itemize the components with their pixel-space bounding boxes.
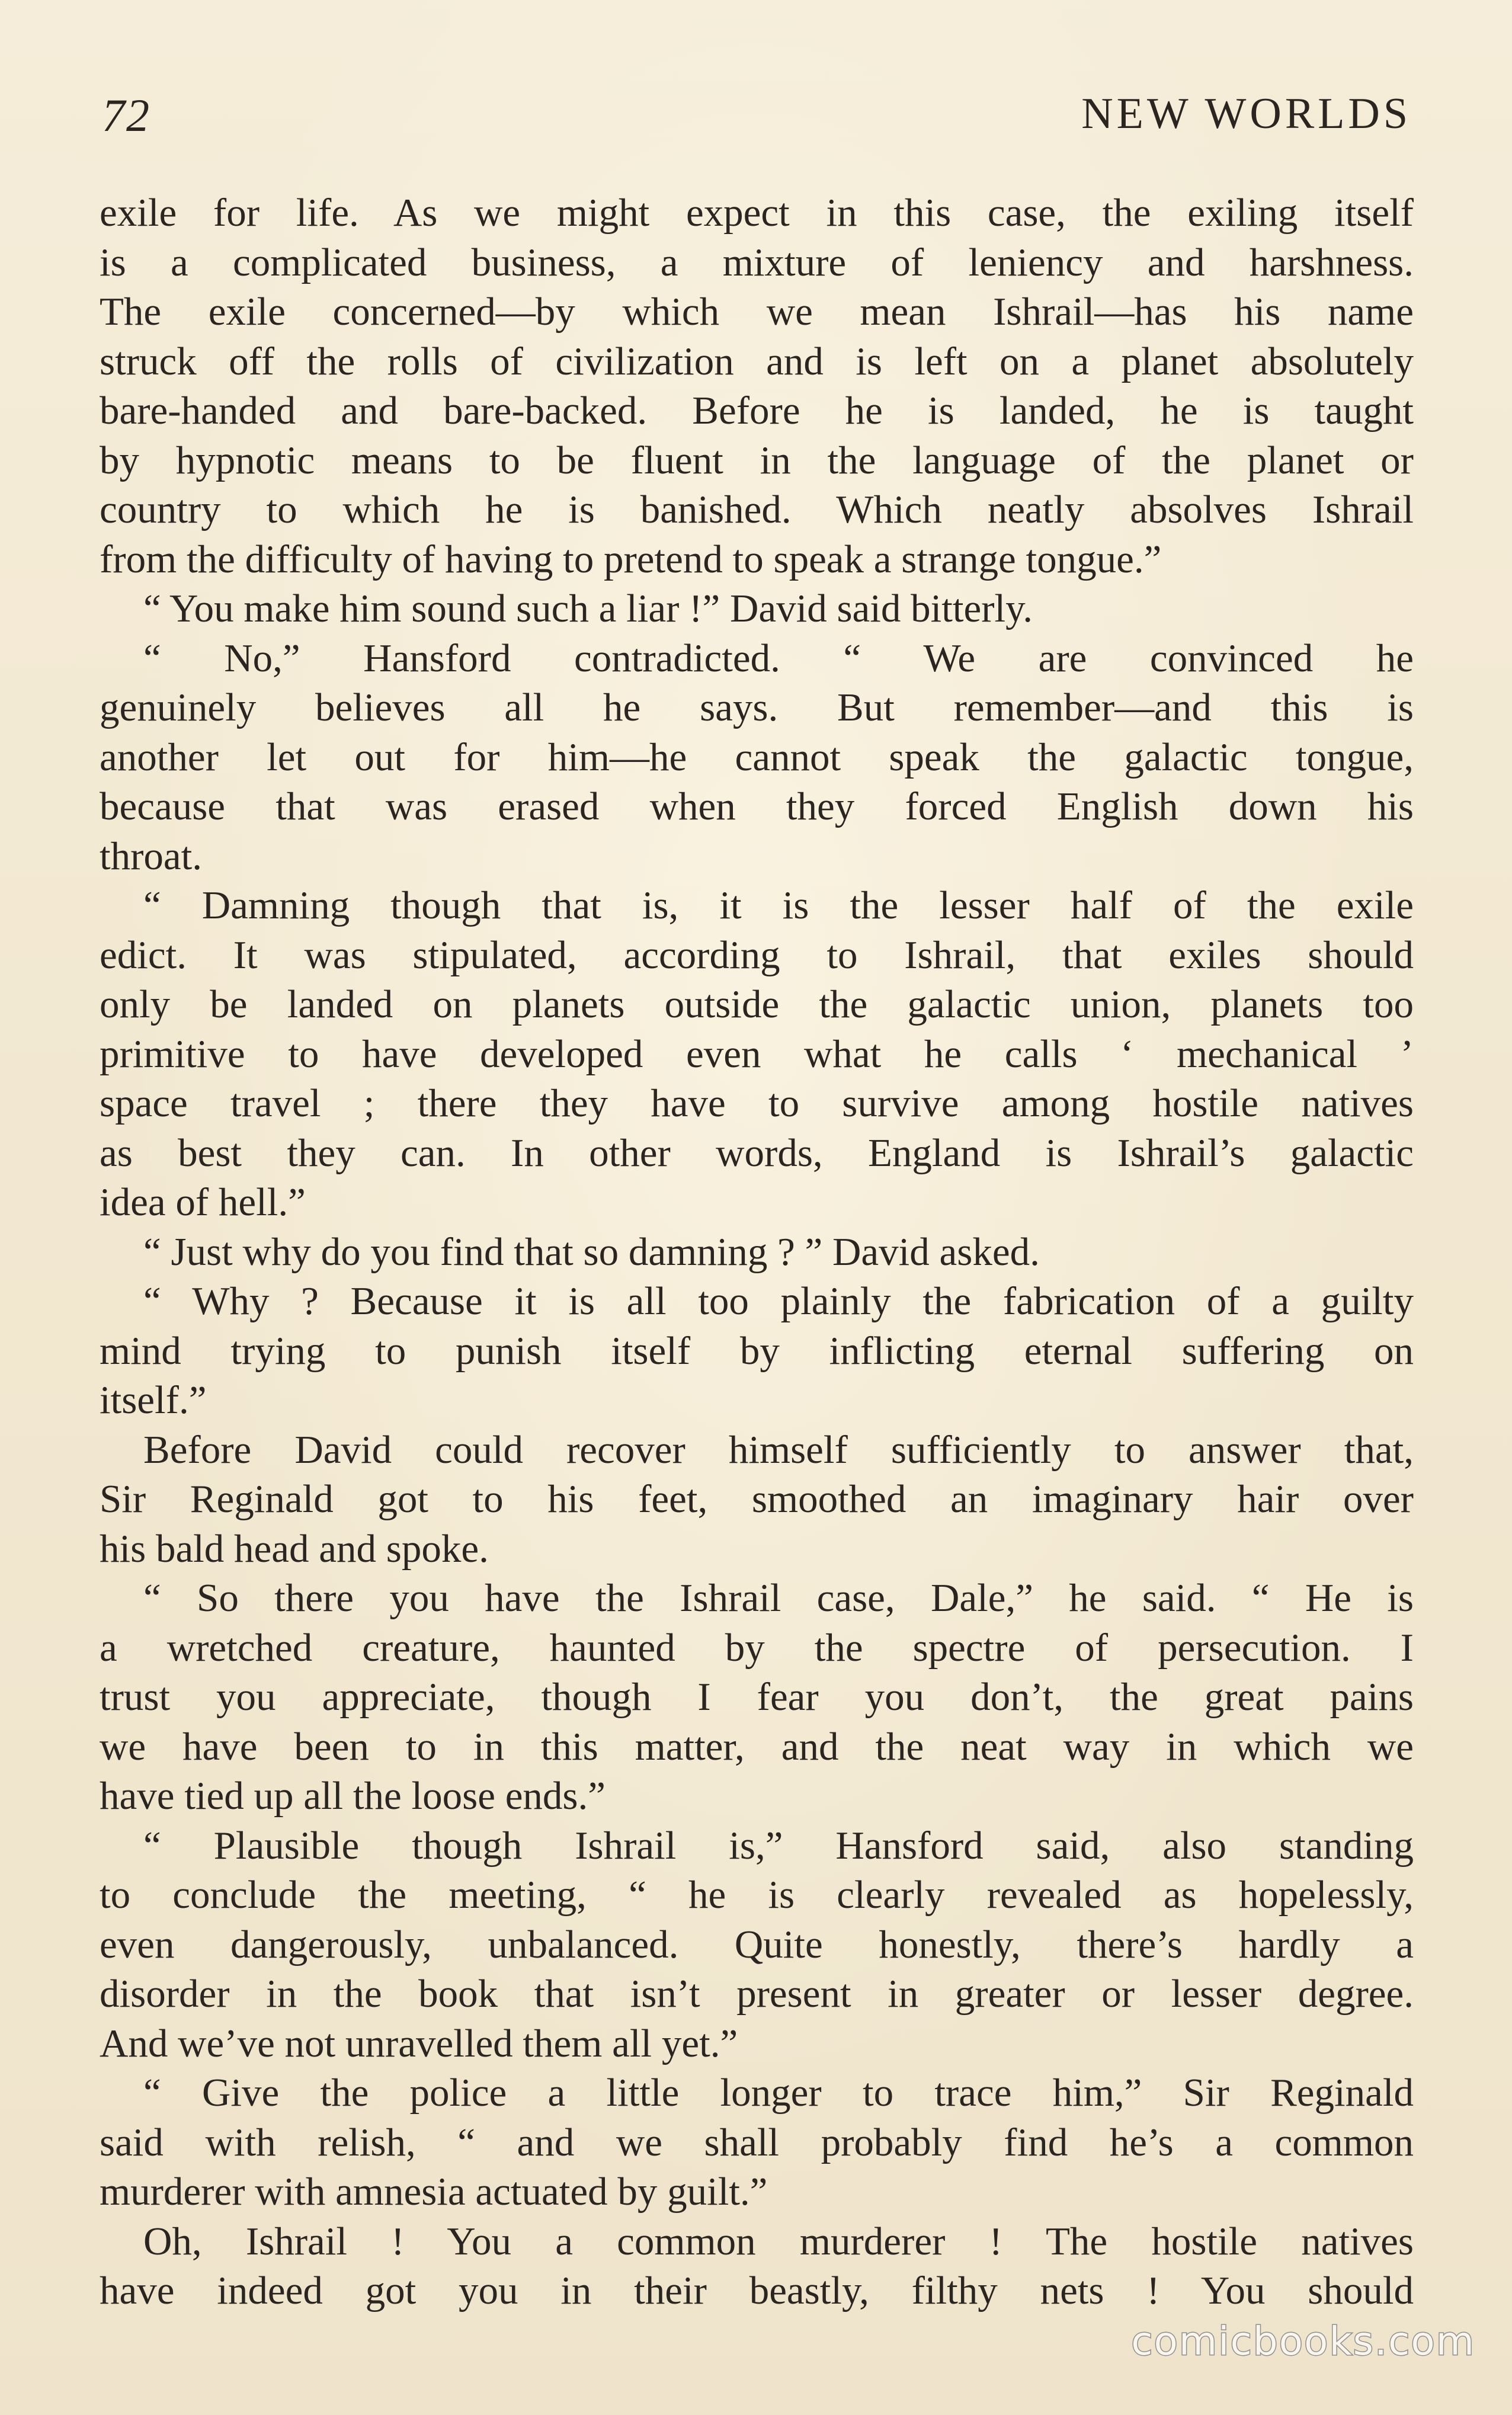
text-line: primitive to have developed even what he calls ‘ mechanical ’ [100, 1032, 1414, 1076]
text-line: “ Just why do you find that so damning ? ” David asked. [143, 1229, 1040, 1274]
text-line: murderer with amnesia actuated by guilt.” [100, 2170, 768, 2214]
text-line: space travel ; there they have to survive among hostile natives [100, 1081, 1414, 1125]
text-line: a wretched creature, haunted by the spectre of persecution. I [100, 1625, 1414, 1670]
text-line: “ Give the police a little longer to trace him,” Sir Reginald [143, 2071, 1414, 2115]
text-line: because that was erased when they forced English down his [100, 784, 1414, 828]
text-line: bare-handed and bare-backed. Before he is landed, he is taught [100, 389, 1414, 433]
text-line: And we’ve not unravelled them all yet.” [100, 2021, 738, 2065]
text-line: Oh, Ishrail ! You a common murderer ! The hostile natives [143, 2219, 1414, 2263]
text-line: edict. It was stipulated, according to Ishrail, that exiles should [100, 933, 1414, 977]
text-line: “ Plausible though Ishrail is,” Hansford said, also standing [143, 1823, 1414, 1868]
text-line: we have been to in this matter, and the neat way in which we [100, 1724, 1414, 1769]
text-line: exile for life. As we might expect in this case, the exiling itself [100, 191, 1414, 235]
text-line: “ No,” Hansford contradicted. “ We are convinced he [143, 636, 1414, 680]
running-head: NEW WORLDS [1081, 89, 1411, 138]
text-line: even dangerously, unbalanced. Quite honestly, there’s hardly a [100, 1922, 1414, 1966]
text-line: by hypnotic means to be fluent in the language of the planet or [100, 438, 1414, 482]
text-line: mind trying to punish itself by inflicting eternal suffering on [100, 1328, 1414, 1373]
text-line: The exile concerned—by which we mean Ishrail—has his name [100, 290, 1414, 334]
text-line: have tied up all the loose ends.” [100, 1774, 606, 1818]
text-line: only be landed on planets outside the galactic union, planets too [100, 982, 1414, 1026]
text-line: as best they can. In other words, England is Ishrail’s galactic [100, 1130, 1414, 1175]
text-line: is a complicated business, a mixture of leniency and harshness. [100, 240, 1414, 284]
page-header [102, 89, 1411, 148]
watermark: comicbooks.com [1131, 2318, 1475, 2364]
text-line: another let out for him—he cannot speak the galactic tongue, [100, 735, 1414, 779]
text-line: said with relish, “ and we shall probably find he’s a common [100, 2120, 1414, 2164]
text-line: disorder in the book that isn’t present in greater or lesser degree. [100, 1972, 1414, 2016]
page-number: 72 [102, 89, 150, 141]
text-line: genuinely believes all he says. But remember—and this is [100, 686, 1414, 729]
text-line: have indeed got you in their beastly, filthy nets ! You should [100, 2269, 1414, 2312]
text-line: from the difficulty of having to pretend to speak a strange tongue.” [100, 537, 1162, 581]
text-line: throat. [100, 834, 203, 878]
text-line: country to which he is banished. Which neatly absolves Ishrail [100, 488, 1414, 531]
text-line: struck off the rolls of civilization and is left on a planet absolutely [100, 339, 1414, 383]
text-line: his bald head and spoke. [100, 1526, 489, 1571]
text-line: “ Why ? Because it is all too plainly the fabrication of a guilty [143, 1279, 1414, 1323]
text-line: Sir Reginald got to his feet, smoothed an imaginary hair over [100, 1477, 1414, 1521]
text-line: “ So there you have the Ishrail case, Dale,” he said. “ He is [143, 1576, 1414, 1620]
text-line: to conclude the meeting, “ he is clearly revealed as hopelessly, [100, 1873, 1414, 1917]
text-line: itself.” [100, 1378, 207, 1422]
text-line: “ You make him sound such a liar !” David said bitterly. [143, 587, 1033, 630]
text-line: “ Damning though that is, it is the lesser half of the exile [143, 883, 1414, 927]
text-line: idea of hell.” [100, 1180, 306, 1224]
body-text [100, 188, 1414, 2316]
text-line: trust you appreciate, though I fear you don’t, the great pains [100, 1675, 1414, 1719]
text-line: Before David could recover himself sufficiently to answer that, [143, 1427, 1414, 1472]
